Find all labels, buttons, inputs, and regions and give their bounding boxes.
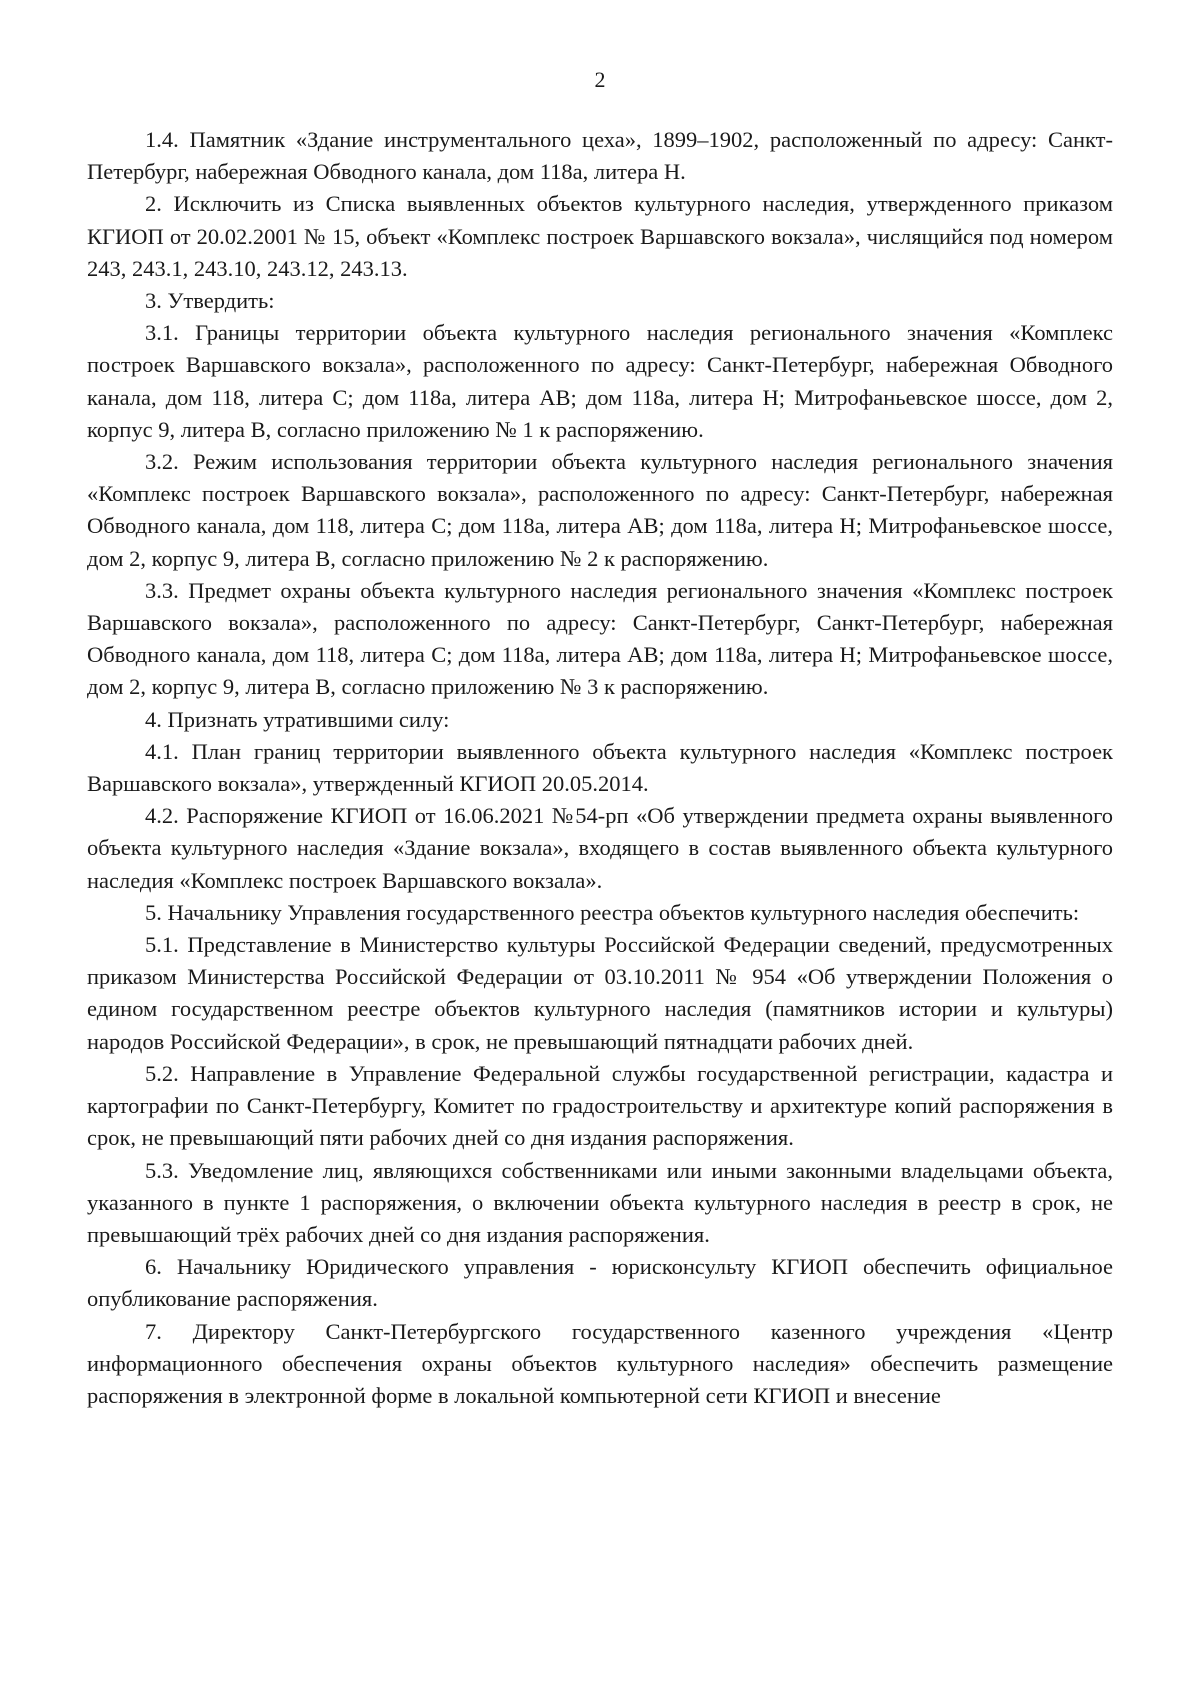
page-number: 2 — [594, 67, 606, 92]
paragraph-5: 5. Начальнику Управления государственного реестра объектов культурного наследия обеспечить: — [145, 899, 1080, 925]
paragraph-1-4: 1.4. Памятник «Здание инструментального цеха», 1899–1902, расположенный по адресу: Санкт-Петербург, набережная Обводного канала, дом 118а, литера Н. — [87, 127, 1113, 185]
paragraph-4-2: 4.2. Распоряжение КГИОП от 16.06.2021 №54-рп «Об утверждении предмета охраны выявленного объекта культурного наследия «Здание вокзала», входящего в состав выявленного объекта культурного наследия «Комплекс построек Варшавского вокзала». — [87, 803, 1113, 893]
document-body — [87, 124, 1113, 1412]
paragraph-3: 3. Утвердить: — [145, 288, 275, 314]
paragraph-7: 7. Директору Санкт-Петербургского государственного казенного учреждения «Центр информационного обеспечения охраны объектов культурного наследия» обеспечить размещение распоряжения в электронной форме в локальной компьютерной сети КГИОП и внесение — [87, 1318, 1113, 1408]
paragraph-4-1: 4.1. План границ территории выявленного объекта культурного наследия «Комплекс построек Варшавского вокзала», утвержденный КГИОП 20.05.2014. — [87, 738, 1113, 797]
paragraph-5-1: 5.1. Представление в Министерство культуры Российской Федерации сведений, предусмотренных приказом Министерства Российской Федерации от 03.10.2011 № 954 «Об утверждении Положения о едином государственном реестре объектов культурного наследия (памятников истории и культуры) народов Российской Федерации», в срок, не превышающий пятнадцати рабочих дней. — [87, 932, 1113, 1054]
paragraph-5-3: 5.3. Уведомление лиц, являющихся собственниками или иными законными владельцами объекта, указанного в пункте 1 распоряжения, о включении объекта культурного наследия в реестр в срок, не превышающий трёх рабочих дней со дня издания распоряжения. — [87, 1157, 1113, 1247]
paragraph-6: 6. Начальнику Юридического управления - юрисконсульту КГИОП обеспечить официальное опубликование распоряжения. — [87, 1254, 1113, 1312]
paragraph-4: 4. Признать утратившими силу: — [145, 706, 450, 732]
paragraph-2: 2. Исключить из Списка выявленных объектов культурного наследия, утвержденного приказом КГИОП от 20.02.2001 № 15, объект «Комплекс построек Варшавского вокзала», числящийся под номером 243, 243.1, 243.10, 243.12, 243.13. — [87, 191, 1113, 281]
paragraph-3-3: 3.3. Предмет охраны объекта культурного наследия регионального значения «Комплекс построек Варшавского вокзала», расположенного по адресу: Санкт-Петербург, Санкт-Петербург, набережная Обводного канала, дом 118, литера С; дом 118а, литера АВ; дом 118а, литера Н; Митрофаньевское шоссе, дом 2, корпус 9, литера В, согласно приложению № 3 к распоряжению. — [87, 577, 1113, 700]
paragraph-3-2: 3.2. Режим использования территории объекта культурного наследия регионального значения «Комплекс построек Варшавского вокзала», расположенного по адресу: Санкт-Петербург, набережная Обводного канала, дом 118, литера С; дом 118а, литера АВ; дом 118а, литера Н; Митрофаньевское шоссе, дом 2, корпус 9, литера В, согласно приложению № 2 к распоряжению. — [87, 449, 1113, 571]
paragraph-3-1: 3.1. Границы территории объекта культурного наследия регионального значения «Комплекс построек Варшавского вокзала», расположенного по адресу: Санкт-Петербург, набережная Обводного канала, дом 118, литера С; дом 118а, литера АВ; дом 118а, литера Н; Митрофаньевское шоссе, дом 2, корпус 9, литера В, согласно приложению № 1 к распоряжению. — [87, 320, 1113, 442]
paragraph-5-2: 5.2. Направление в Управление Федеральной службы государственной регистрации, кадастра и картографии по Санкт-Петербургу, Комитет по градостроительству и архитектуре копий распоряжения в срок, не превышающий пяти рабочих дней со дня издания распоряжения. — [87, 1060, 1113, 1151]
